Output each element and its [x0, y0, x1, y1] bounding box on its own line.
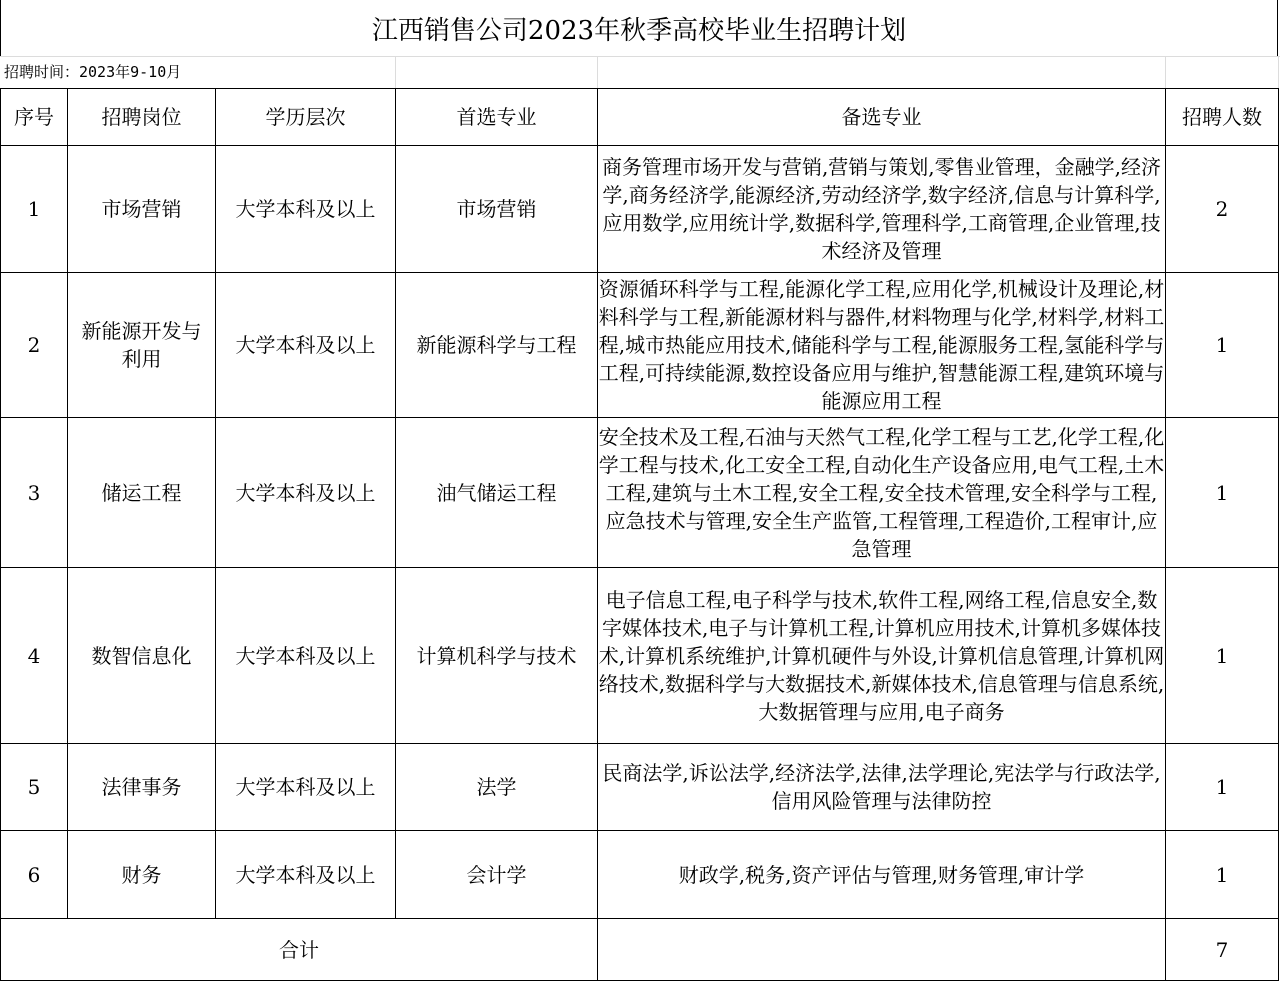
cell-education: 大学本科及以上: [216, 568, 396, 744]
cell-education: 大学本科及以上: [216, 146, 396, 273]
table-row: [1, 744, 1279, 831]
cell-alternative-majors: 电子信息工程,电子科学与技术,软件工程,网络工程,信息安全,数字媒体技术,电子与计算机工程,计算机应用技术,计算机多媒体技术,计算机系统维护,计算机硬件与外设,计算机信息管理,计算机网络技术,数据科学与大数据技术,新媒体技术,信息管理与信息系统,大数据管理与应用,电子商务: [598, 568, 1166, 744]
cell-count: 1: [1166, 744, 1279, 831]
table-header-row: [1, 89, 1279, 146]
header-count: 招聘人数: [1166, 89, 1279, 146]
cell-primary-major: 计算机科学与技术: [396, 568, 598, 744]
cell-primary-major: 油气储运工程: [396, 418, 598, 568]
cell-alternative-majors: 民商法学,诉讼法学,经济法学,法律,法学理论,宪法学与行政法学,信用风险管理与法律防控: [598, 744, 1166, 831]
cell-alternative-majors: 安全技术及工程,石油与天然气工程,化学工程与工艺,化学工程,化学工程与技术,化工安全工程,自动化生产设备应用,电气工程,土木工程,建筑与土木工程,安全工程,安全技术管理,安全科学与工程,应急技术与管理,安全生产监管,工程管理,工程造价,工程审计,应急管理: [598, 418, 1166, 568]
gridline: [597, 56, 598, 88]
cell-count: 1: [1166, 418, 1279, 568]
total-label: 合计: [1, 919, 598, 981]
cell-no: 5: [1, 744, 68, 831]
cell-count: 1: [1166, 273, 1279, 418]
total-empty-cell: [598, 919, 1166, 981]
cell-primary-major: 法学: [396, 744, 598, 831]
gridline: [395, 56, 396, 88]
header-education: 学历层次: [216, 89, 396, 146]
cell-education: 大学本科及以上: [216, 273, 396, 418]
cell-position: 储运工程: [68, 418, 216, 568]
total-count: 7: [1166, 919, 1279, 981]
header-primary-major: 首选专业: [396, 89, 598, 146]
page-title: 江西销售公司2023年秋季高校毕业生招聘计划: [0, 0, 1278, 56]
gridline: [1165, 56, 1166, 88]
total-row: [1, 919, 1279, 981]
cell-position: 法律事务: [68, 744, 216, 831]
table-row: [1, 568, 1279, 744]
cell-primary-major: 会计学: [396, 831, 598, 919]
cell-position: 新能源开发与利用: [68, 273, 216, 418]
header-position: 招聘岗位: [68, 89, 216, 146]
table-row: [1, 273, 1279, 418]
table-row: [1, 831, 1279, 919]
table-row: [1, 418, 1279, 568]
cell-position: 市场营销: [68, 146, 216, 273]
cell-alternative-majors: 资源循环科学与工程,能源化学工程,应用化学,机械设计及理论,材料科学与工程,新能源材料与器件,材料物理与化学,材料学,材料工程,城市热能应用技术,储能科学与工程,能源服务工程,氢能科学与工程,可持续能源,数控设备应用与维护,智慧能源工程,建筑环境与能源应用工程: [598, 273, 1166, 418]
cell-primary-major: 新能源科学与工程: [396, 273, 598, 418]
header-alternative-majors: 备选专业: [598, 89, 1166, 146]
recruit-time-label: 招聘时间：2023年9-10月: [4, 63, 182, 81]
recruitment-plan-table: [0, 88, 1279, 981]
cell-education: 大学本科及以上: [216, 831, 396, 919]
recruit-time-row: [0, 56, 1280, 88]
cell-count: 1: [1166, 831, 1279, 919]
cell-count: 2: [1166, 146, 1279, 273]
cell-no: 3: [1, 418, 68, 568]
cell-education: 大学本科及以上: [216, 418, 396, 568]
cell-count: 1: [1166, 568, 1279, 744]
gridline: [0, 56, 1280, 57]
cell-no: 6: [1, 831, 68, 919]
header-no: 序号: [1, 89, 68, 146]
cell-education: 大学本科及以上: [216, 744, 396, 831]
gridline: [1278, 56, 1279, 88]
cell-position: 财务: [68, 831, 216, 919]
table-row: [1, 146, 1279, 273]
cell-alternative-majors: 财政学,税务,资产评估与管理,财务管理,审计学: [598, 831, 1166, 919]
cell-primary-major: 市场营销: [396, 146, 598, 273]
cell-position: 数智信息化: [68, 568, 216, 744]
cell-no: 4: [1, 568, 68, 744]
cell-alternative-majors: 商务管理市场开发与营销,营销与策划,零售业管理，金融学,经济学,商务经济学,能源经济,劳动经济学,数字经济,信息与计算科学,应用数学,应用统计学,数据科学,管理科学,工商管理,企业管理,技术经济及管理: [598, 146, 1166, 273]
cell-no: 1: [1, 146, 68, 273]
cell-no: 2: [1, 273, 68, 418]
